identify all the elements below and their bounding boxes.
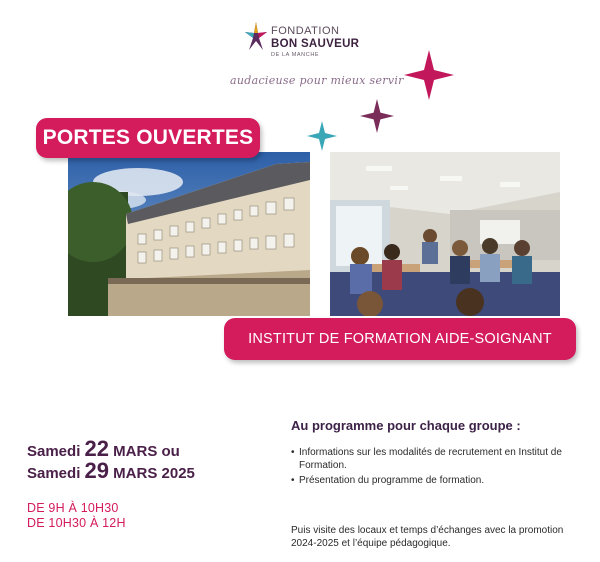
building-photo xyxy=(68,152,310,316)
date-suffix: MARS 2025 xyxy=(109,465,195,482)
logo-bon-sauveur-text: BON SAUVEUR xyxy=(271,38,360,50)
logo-fondation-text: FONDATION xyxy=(271,25,340,37)
program-item: • Informations sur les modalités de recrutement en Institut de Formation. xyxy=(291,446,581,472)
classroom-photo xyxy=(330,152,560,316)
pink-star-icon xyxy=(404,50,454,100)
date-line-2 xyxy=(27,460,195,482)
date-prefix: Samedi xyxy=(27,465,85,482)
program-list xyxy=(291,446,581,489)
fondation-star-logo-icon xyxy=(244,20,268,54)
date-prefix: Samedi xyxy=(27,443,85,460)
plum-star-icon xyxy=(360,99,394,133)
program-footer: Puis visite des locaux et temps d’échanges avec la promotion 2024-2025 et l’équipe pédagogique. xyxy=(291,525,564,549)
logo-manche-text: DE LA MANCHE xyxy=(271,51,320,58)
date-day: 29 xyxy=(84,458,110,483)
date-suffix: MARS ou xyxy=(109,443,180,460)
time-slot-2: DE 10H30 À 12H xyxy=(27,516,126,530)
slogan: audacieuse pour mieux servir xyxy=(230,74,404,87)
program-item: • Présentation du programme de formation. xyxy=(291,474,581,487)
time-slot-1: DE 9H À 10H30 xyxy=(27,501,119,515)
portes-ouvertes-banner: PORTES OUVERTES xyxy=(36,118,260,158)
fondation-logo xyxy=(244,20,384,70)
program-title: Au programme pour chaque groupe : xyxy=(291,418,521,433)
teal-star-icon xyxy=(307,121,337,151)
institut-banner: INSTITUT DE FORMATION AIDE-SOIGNANT xyxy=(224,318,576,360)
date-day: 22 xyxy=(84,436,110,461)
date-line-1 xyxy=(27,438,180,460)
